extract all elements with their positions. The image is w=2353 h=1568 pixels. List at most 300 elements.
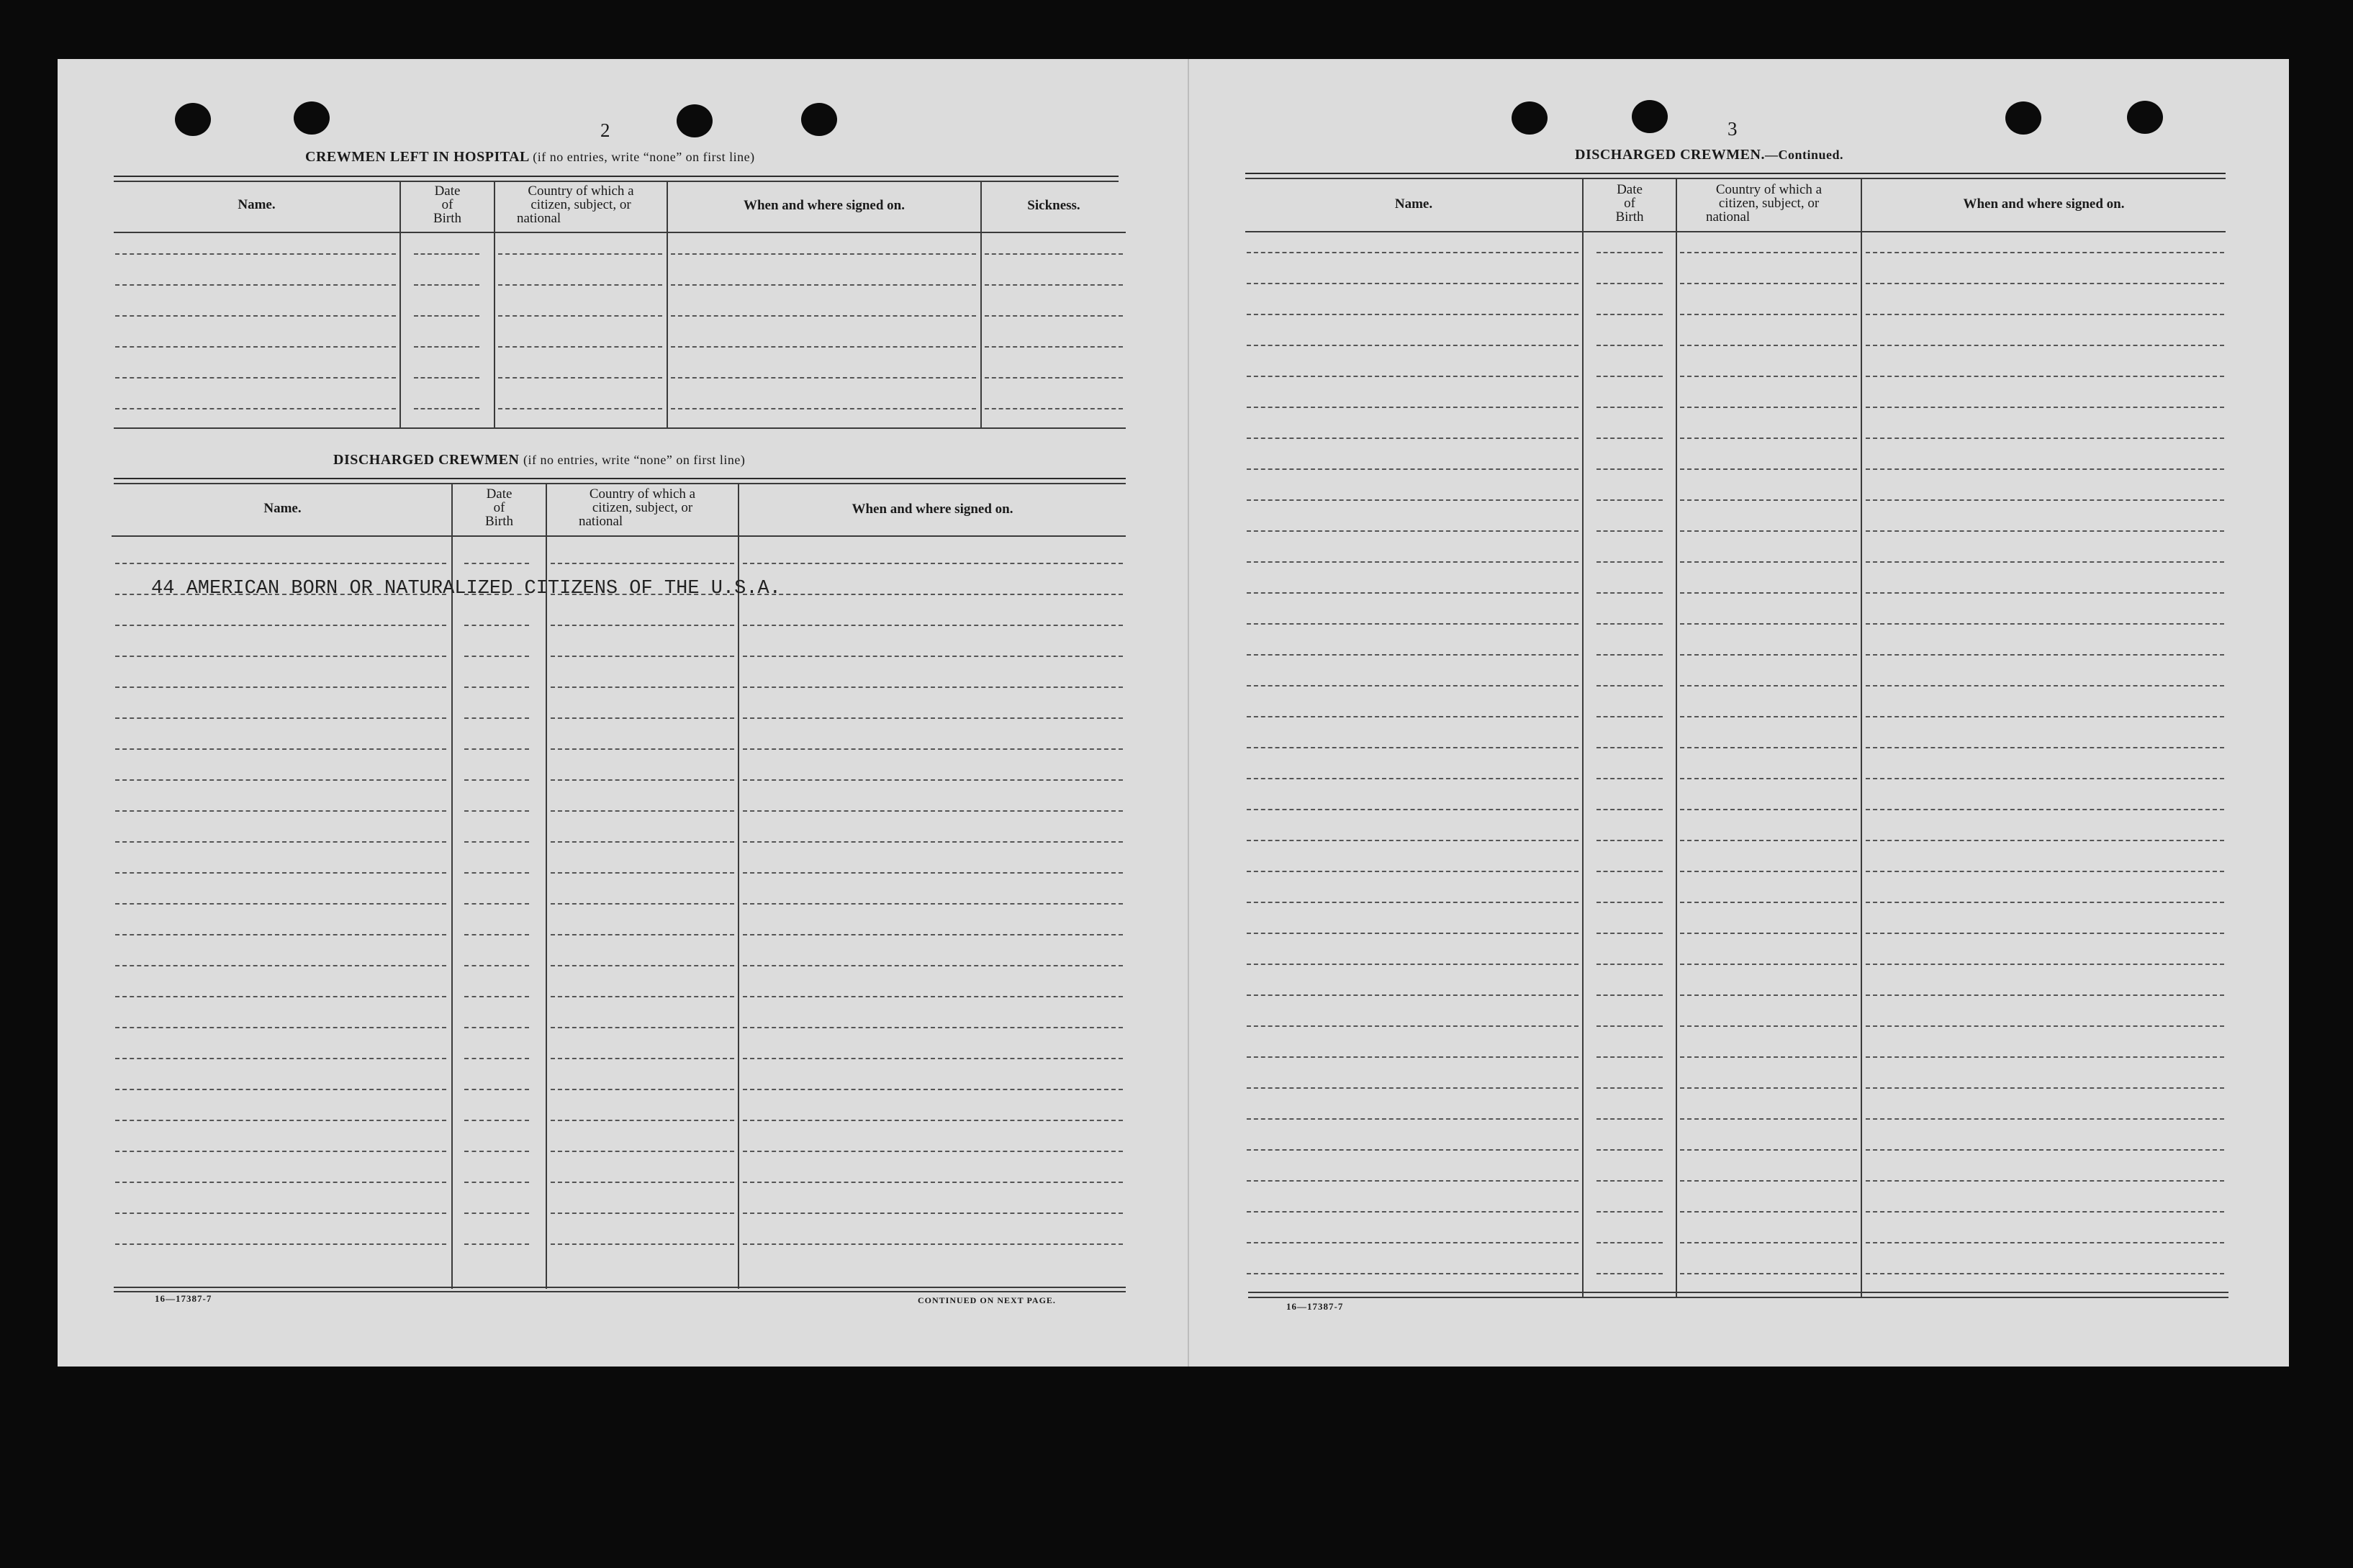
entry-line [115,408,396,409]
entry-line [743,594,1123,595]
entry-line [551,1089,734,1090]
entry-line [1596,438,1663,439]
entry-line [464,810,529,812]
entry-line [1247,871,1579,872]
entry-line [1680,407,1857,408]
entry-line [551,1213,734,1214]
entry-line [1680,1211,1857,1213]
entry-line [115,686,446,688]
entry-line [115,315,396,317]
entry-line [1247,1025,1579,1027]
column-divider [667,181,668,428]
entry-line [1680,530,1857,532]
entry-line [1247,716,1579,717]
table-top-rule [1245,173,2226,174]
entry-line [743,779,1123,781]
entry-line [1866,1087,2224,1089]
header-line: national [517,211,561,226]
entry-line [115,377,396,379]
entry-line [551,934,734,935]
entry-line [1866,1056,2224,1058]
entry-line [1247,809,1579,810]
entry-line [464,872,529,874]
entry-line [498,408,662,409]
table-bottom-rule [114,1287,1126,1288]
header-line: Country of which a [528,183,634,199]
entry-line [1596,283,1663,284]
entry-line [551,656,734,657]
entry-line [464,841,529,843]
entry-line [1596,1087,1663,1089]
entry-line [1866,654,2224,656]
entry-line [1596,530,1663,532]
entry-line [743,748,1123,750]
column-header-dob [453,487,546,528]
column-header-signed-on: When and where signed on. [852,502,1013,517]
entry-line [1596,252,1663,253]
entry-line [1680,1025,1857,1027]
entry-line [551,686,734,688]
entry-line [743,656,1123,657]
section-title-note: (if no entries, write “none” on first line) [533,150,755,164]
entry-line [1680,933,1857,934]
entry-line [1247,1087,1579,1089]
entry-line [1680,1273,1857,1274]
header-line: Birth [484,514,514,529]
entry-line [1680,561,1857,563]
punch-hole [1632,100,1668,133]
column-divider [1582,178,1584,1297]
entry-line [1680,1242,1857,1243]
entry-line [743,1027,1123,1028]
entry-line [1680,871,1857,872]
entry-line [414,408,479,409]
entry-line [1866,685,2224,686]
entry-line [115,872,446,874]
entry-line [1866,623,2224,625]
entry-line [115,1243,446,1245]
entry-line [1866,1242,2224,1243]
entry-line [1866,438,2224,439]
entry-line [1866,1273,2224,1274]
entry-line [498,315,662,317]
entry-line [115,810,446,812]
punch-hole [677,104,713,137]
entry-line [743,1243,1123,1245]
section-title-discharged-continued [1575,147,1843,163]
header-line: Country of which a [589,486,696,502]
entry-line [1680,376,1857,377]
entry-line [1247,994,1579,996]
entry-line [1247,902,1579,903]
entry-line [1866,345,2224,346]
entry-line [1866,1211,2224,1213]
entry-line [1866,592,2224,594]
table-top-rule [114,483,1126,484]
entry-line [1247,840,1579,841]
entry-line [115,903,446,905]
entry-line [1247,407,1579,408]
entry-line [671,408,976,409]
entry-line [551,625,734,626]
entry-line [464,1027,529,1028]
entry-line [551,1120,734,1121]
entry-line [985,253,1123,255]
document-sheet [58,59,2289,1367]
entry-line [1247,1149,1579,1151]
entry-line [985,284,1123,286]
header-bottom-rule [1245,231,2226,232]
entry-line [115,841,446,843]
entry-line [414,253,479,255]
entry-line [115,1089,446,1090]
entry-line [1247,499,1579,501]
entry-line [1680,716,1857,717]
entry-line [464,934,529,935]
entry-line [1247,438,1579,439]
entry-line [1866,716,2224,717]
table-top-rule [114,176,1119,177]
header-line: Birth [1615,209,1644,225]
entry-line [1866,530,2224,532]
entry-line [1596,840,1663,841]
entry-line [464,656,529,657]
header-bottom-rule [114,232,1126,233]
entry-line [551,810,734,812]
header-line: citizen, subject, or [592,500,693,515]
entry-line [115,346,396,348]
form-number: 16—17387-7 [1286,1301,1344,1312]
header-line: Birth [433,211,462,226]
entry-line [1247,345,1579,346]
entry-line [1247,1273,1579,1274]
entry-line [464,563,529,564]
entry-line [414,284,479,286]
entry-line [1247,1211,1579,1213]
entry-line [743,686,1123,688]
entry-line [743,1213,1123,1214]
entry-line [1680,994,1857,996]
entry-line [1866,376,2224,377]
entry-line [743,1182,1123,1183]
entry-line [115,779,446,781]
entry-line [1866,1025,2224,1027]
entry-line [1596,994,1663,996]
entry-line [743,872,1123,874]
column-header-dob [1584,183,1676,224]
entry-line [1680,840,1857,841]
entry-line [1247,778,1579,779]
entry-line [464,625,529,626]
section-title-note: (if no entries, write “none” on first line) [523,453,746,467]
entry-line [1866,499,2224,501]
section-title-text: DISCHARGED CREWMEN [333,452,520,468]
entry-line [551,1027,734,1028]
entry-line [1247,685,1579,686]
entry-line [115,1151,446,1152]
entry-line [1596,778,1663,779]
entry-line [115,717,446,719]
entry-line [743,1089,1123,1090]
column-divider [1676,178,1677,1297]
entry-line [1866,809,2224,810]
entry-line [551,903,734,905]
entry-line [498,346,662,348]
column-header-signed-on: When and where signed on. [1963,196,2125,212]
entry-line [671,346,976,348]
entry-line [1866,747,2224,748]
entry-line [985,377,1123,379]
entry-line [464,1243,529,1245]
header-line: Date [486,486,512,502]
column-header-country [495,184,667,225]
entry-line [551,965,734,966]
entry-line [1680,499,1857,501]
entry-line [1680,685,1857,686]
entry-line [1596,716,1663,717]
entry-line [551,1151,734,1152]
entry-line [115,1182,446,1183]
entry-line [115,1058,446,1059]
entry-line [1680,809,1857,810]
entry-line [115,996,446,997]
entry-line [985,408,1123,409]
entry-line [414,377,479,379]
table-bottom-rule [114,427,1126,429]
entry-line [115,284,396,286]
entry-line [115,1120,446,1121]
entry-line [115,1027,446,1028]
entry-line [743,625,1123,626]
entry-line [1680,1180,1857,1182]
entry-line [1596,592,1663,594]
entry-line [1247,1180,1579,1182]
entry-line [1247,654,1579,656]
entry-line [743,1151,1123,1152]
entry-line [1866,1118,2224,1120]
entry-line [985,315,1123,317]
entry-line [1866,778,2224,779]
entry-line [1596,1273,1663,1274]
entry-line [743,1058,1123,1059]
entry-line [1596,654,1663,656]
entry-line [551,996,734,997]
entry-line [743,934,1123,935]
entry-line [551,1243,734,1245]
entry-line [1247,530,1579,532]
entry-line [1596,345,1663,346]
column-divider [980,181,982,428]
entry-line [1596,1025,1663,1027]
entry-line [464,748,529,750]
entry-line [464,1058,529,1059]
entry-line [1866,994,2224,996]
entry-line [1866,933,2224,934]
entry-line [115,253,396,255]
entry-line [464,1182,529,1183]
column-divider [546,483,547,1289]
entry-line [464,686,529,688]
form-number: 16—17387-7 [155,1293,212,1304]
entry-line [1866,252,2224,253]
entry-line [115,748,446,750]
entry-line [464,1120,529,1121]
punch-hole [294,101,330,135]
entry-line [551,1058,734,1059]
punch-hole [175,103,211,136]
entry-line [671,284,976,286]
entry-line [1680,1087,1857,1089]
entry-line [743,563,1123,564]
table-top-rule [1245,178,2226,179]
entry-line [551,748,734,750]
column-header-name: Name. [1394,196,1433,212]
entry-line [1866,871,2224,872]
page-fold [1188,59,1189,1367]
entry-line [1680,592,1857,594]
header-line: national [579,514,623,529]
column-header-name: Name. [238,197,276,212]
column-divider [738,483,739,1289]
punch-hole [801,103,837,136]
entry-line [551,717,734,719]
entry-line [551,563,734,564]
section-title-text: DISCHARGED CREWMEN. [1575,147,1765,163]
entry-line [743,1120,1123,1121]
page-number: 3 [1728,118,1738,140]
entry-line [743,810,1123,812]
section-title-text: CREWMEN LEFT IN HOSPITAL [305,149,529,165]
entry-line [1247,376,1579,377]
entry-line [1247,964,1579,965]
entry-line [551,841,734,843]
column-header-name: Name. [263,501,302,516]
entry-line [464,1089,529,1090]
punch-hole [2005,101,2041,135]
table-bottom-rule [1248,1292,2228,1293]
entry-line [1247,1118,1579,1120]
entry-line [1596,314,1663,315]
entry-line [464,965,529,966]
entry-line [1247,933,1579,934]
entry-line [464,717,529,719]
header-line: of [441,197,453,212]
header-line: Date [1617,182,1643,197]
entry-line [1596,1149,1663,1151]
section-title-suffix: —Continued. [1764,148,1843,162]
entry-line [1596,1118,1663,1120]
column-header-country [1677,183,1861,224]
entry-line [1596,623,1663,625]
entry-line [1596,933,1663,934]
entry-line [1247,1242,1579,1243]
entry-line [1247,252,1579,253]
entry-line [1596,1211,1663,1213]
entry-line [115,1213,446,1214]
entry-line [1866,840,2224,841]
entry-line [498,377,662,379]
entry-line [1247,468,1579,470]
entry-line [1247,1056,1579,1058]
table-top-rule [114,478,1126,479]
entry-line [671,315,976,317]
entry-line [1680,468,1857,470]
entry-line [1866,1180,2224,1182]
entry-line [985,346,1123,348]
entry-line [1596,871,1663,872]
entry-line [1247,314,1579,315]
entry-line [1680,1118,1857,1120]
entry-line [1866,1149,2224,1151]
entry-line [743,903,1123,905]
entry-line [1680,1056,1857,1058]
column-divider [451,483,453,1289]
column-header-country [547,487,738,528]
header-line: Date [434,183,461,199]
entry-line [1680,902,1857,903]
entry-line [464,996,529,997]
entry-line [115,563,446,564]
table-top-rule [114,181,1119,182]
entry-line [671,377,976,379]
entry-line [1680,283,1857,284]
entry-line [1596,376,1663,377]
entry-line [1866,283,2224,284]
entry-line [1680,438,1857,439]
entry-line [498,253,662,255]
entry-line [115,934,446,935]
punch-hole [1512,101,1548,135]
entry-line [1866,407,2224,408]
entry-line [1680,252,1857,253]
continued-note: CONTINUED ON NEXT PAGE. [918,1295,1056,1305]
section-title-hospital [305,149,755,166]
header-line: national [1706,209,1751,225]
entry-line [1596,902,1663,903]
entry-line [1596,407,1663,408]
entry-line [1680,623,1857,625]
header-line: of [493,500,505,515]
entry-line [671,253,976,255]
entry-line [1680,747,1857,748]
entry-line [1596,1056,1663,1058]
table-bottom-rule [1248,1297,2228,1298]
entry-line [1596,747,1663,748]
entry-line [1596,468,1663,470]
header-bottom-rule [112,535,1126,537]
entry-line [464,779,529,781]
entry-line [1247,592,1579,594]
entry-line [414,346,479,348]
entry-line [743,965,1123,966]
entry-line [1596,809,1663,810]
entry-line [1680,778,1857,779]
entry-line [1247,623,1579,625]
entry-line [1680,345,1857,346]
column-header-sickness: Sickness. [1027,198,1080,213]
entry-line [551,779,734,781]
entry-line [1247,561,1579,563]
entry-line [1680,314,1857,315]
entry-line [1680,654,1857,656]
page-number: 2 [600,119,610,141]
entry-line [1866,468,2224,470]
entry-line [464,903,529,905]
entry-line [1866,561,2224,563]
column-header-dob [401,184,494,225]
header-line: of [1624,196,1635,211]
entry-line [551,1182,734,1183]
